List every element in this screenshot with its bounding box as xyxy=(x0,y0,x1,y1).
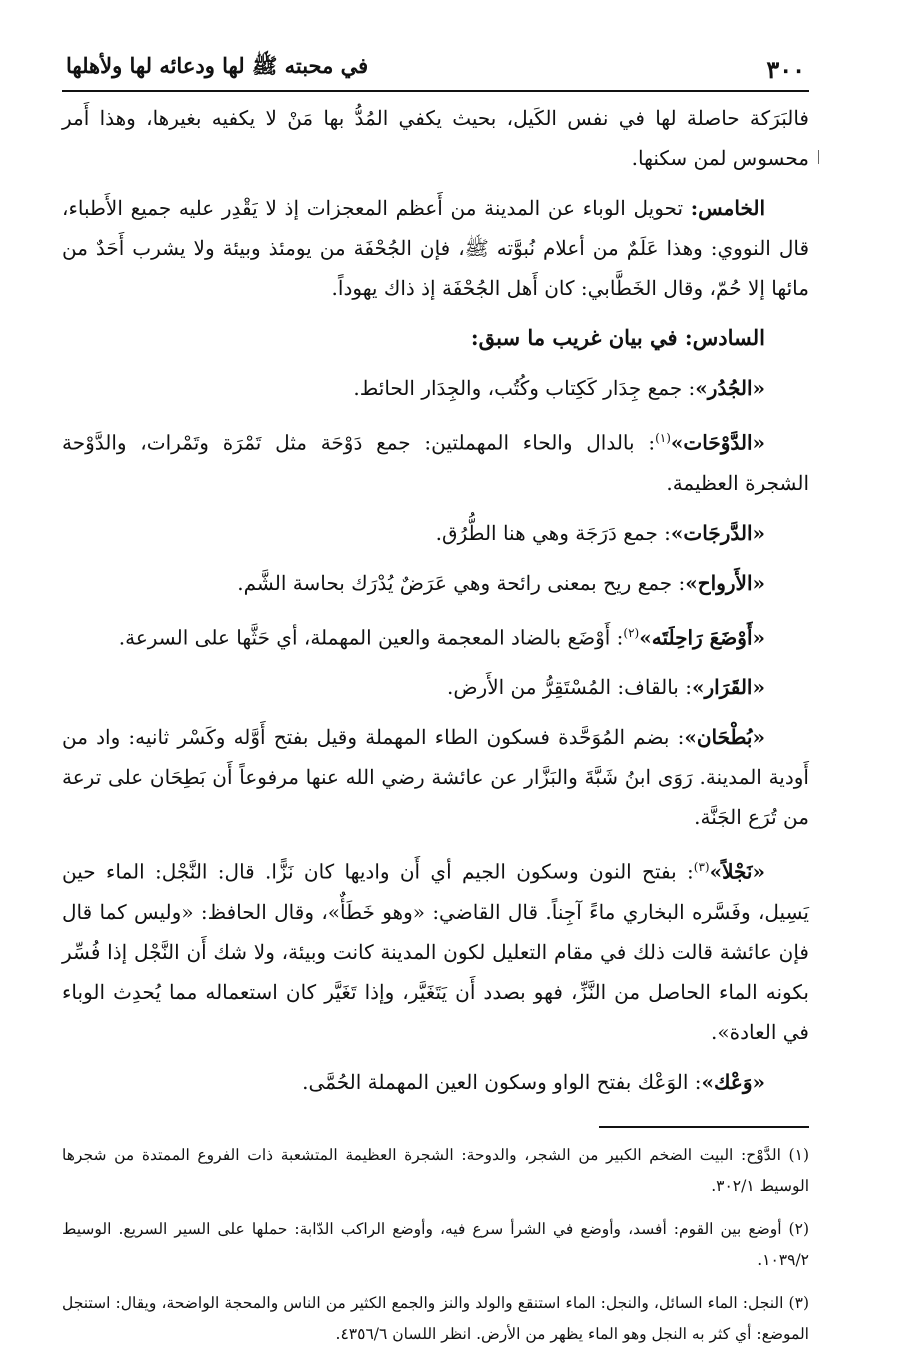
glossary-definition: : بفتح النون وسكون الجيم أي أَن واديها كان نَزًّا. قال: النَّجْل: الماء حين يَسِيل، وفَسَّره البخاري ماءً آجِناً. قال القاضي: «وهو خَطَأٌ»، وقال الحافظ: «وليس كما قال فإن عائشة قالت ذلك في مقام التعليل لكون المدينة كانت وبيئة، ولا شك أَن النَّجْل إذا فُسِّر بكونه الماء الحاصل من النَّزِّ، فهو بصدد أَن يَتَغَيَّر، وإذا تَغَيَّر كان استعماله مما يُحدِث الوباء في العادة». xyxy=(62,859,809,1044)
footnote-ref[interactable]: (٣) xyxy=(693,860,710,875)
footnote: (١) الدَّوْح: البيت الضخم الكبير من الشجر، والدوحة: الشجرة العظيمة المتشعبة ذات الفروع الممتدة من شجرها الوسيط ٣٠٢/١. xyxy=(62,1145,809,1195)
glossary-entry xyxy=(62,513,809,553)
glossary-definition: : بضم المُوَحَّدة فسكون الطاء المهملة وقيل بفتح أَوَّله وكَسْر ثانيه: واد من أَودية المدينة. رَوَى ابنُ شَبَّةَ والبَزَّار عن عائشة رضي الله عنها مرفوعاً أَن بَطِحَان على ترعة من تُرَع الجَنَّة. xyxy=(62,725,809,830)
glossary-term: «بُطْحَان» xyxy=(684,725,765,750)
glossary-entry xyxy=(62,613,809,658)
paragraph-text: تحويل الوباء عن المدينة من أَعظم المعجزات إذ لا يَقْدِر عليه جميع الأَطباء، قال النووي: وهذا عَلَمٌ من أعلام نُبوَّته ﷺ، فإن الجُحْفَة من يومئذ وبيئة ولا يشرب أَحَدٌ من مائها إلا حُمّ، وقال الخَطَّابي: كان أَهل الجُحْفَة إذ ذاك يهوداً. xyxy=(62,196,809,300)
glossary-term: «الدَّوْحَات» xyxy=(670,430,765,455)
glossary-term: «وَعْك» xyxy=(701,1069,765,1094)
section-heading: السادس: في بيان غريب ما سبق: xyxy=(470,325,765,350)
glossary-term: «الجُدُر» xyxy=(695,376,765,400)
glossary-term: «أَوْضَعَ رَاحِلَتَه» xyxy=(639,625,765,650)
glossary-entry xyxy=(62,847,809,1052)
glossary-definition: : جمع دَرَجَة وهي هنا الطُّرُق. xyxy=(435,520,671,545)
running-title: في محبته ﷺ لها ودعائه لها ولأهلها xyxy=(66,53,369,78)
glossary-entry xyxy=(62,563,809,603)
footnotes xyxy=(62,1140,809,1350)
glossary-definition: : جمع جِدَار كَكِتاب وكُتُب، والجِدَار الحائط. xyxy=(353,376,696,400)
glossary-definition: : أَوْضَع بالضاد المعجمة والعين المهملة، أي حَثَّها على السرعة. xyxy=(118,625,624,650)
page-number: ٣٠٠ xyxy=(766,55,805,84)
paragraph: فالبَرَكة حاصلة لها في نفس الكَيل، بحيث يكفي المُدُّ بها مَنْ لا يكفيه بغيرها، وهذا أَمر محسوس لمن سكنها. xyxy=(62,106,809,170)
glossary-entry xyxy=(62,368,809,408)
glossary-definition: : الوَعْك بفتح الواو وسكون العين المهملة الحُمَّى. xyxy=(302,1069,702,1094)
glossary-definition: : بالقاف: المُسْتَقِرُّ من الأَرض. xyxy=(447,675,692,700)
glossary-definition: : بالدال والحاء المهملتين: جمع دَوْحَة مثل تَمْرَة وتَمْرات، والدَّوْحة الشجرة العظيمة. xyxy=(62,430,809,495)
paragraph xyxy=(62,188,809,308)
margin-mark xyxy=(818,150,819,164)
glossary-term: «القَرَار» xyxy=(691,675,765,700)
glossary-term: «الأَرواح» xyxy=(685,570,765,595)
footnote-divider xyxy=(599,1126,809,1128)
glossary-entry xyxy=(62,418,809,503)
glossary-term: «نَجْلاً» xyxy=(709,859,765,884)
main-text xyxy=(62,98,809,1102)
glossary-entry xyxy=(62,1062,809,1102)
footnote-ref[interactable]: (١) xyxy=(655,431,671,445)
glossary-term: «الدَّرجَات» xyxy=(670,520,765,545)
glossary-entry xyxy=(62,667,809,707)
paragraph-lead: الخامس: xyxy=(690,196,766,220)
footnote: (٢) أوضع بين القوم: أفسد، وأوضع في الشرأ سرع فيه، وأوضع الراكب الدّابة: حملها على السير السريع. الوسيط ١٠٣٩/٢. xyxy=(62,1219,809,1269)
page-header xyxy=(62,40,809,92)
footnote-ref[interactable]: (٢) xyxy=(623,625,640,640)
glossary-definition: : جمع ريح بمعنى رائحة وهي عَرَضٌ يُدْرَك بحاسة الشَّم. xyxy=(237,570,686,595)
footnote: (٣) النجل: الماء السائل، والنجل: الماء استنقع والولد والنز والجمع الكثير من الناس والمحجة الواضحة، ويقال: استنجل الموضع: أي كثر به النجل وهو الماء يظهر من الأرض. انظر اللسان ٤٣٥٦/٦. xyxy=(62,1293,809,1343)
glossary-entry xyxy=(62,717,809,837)
